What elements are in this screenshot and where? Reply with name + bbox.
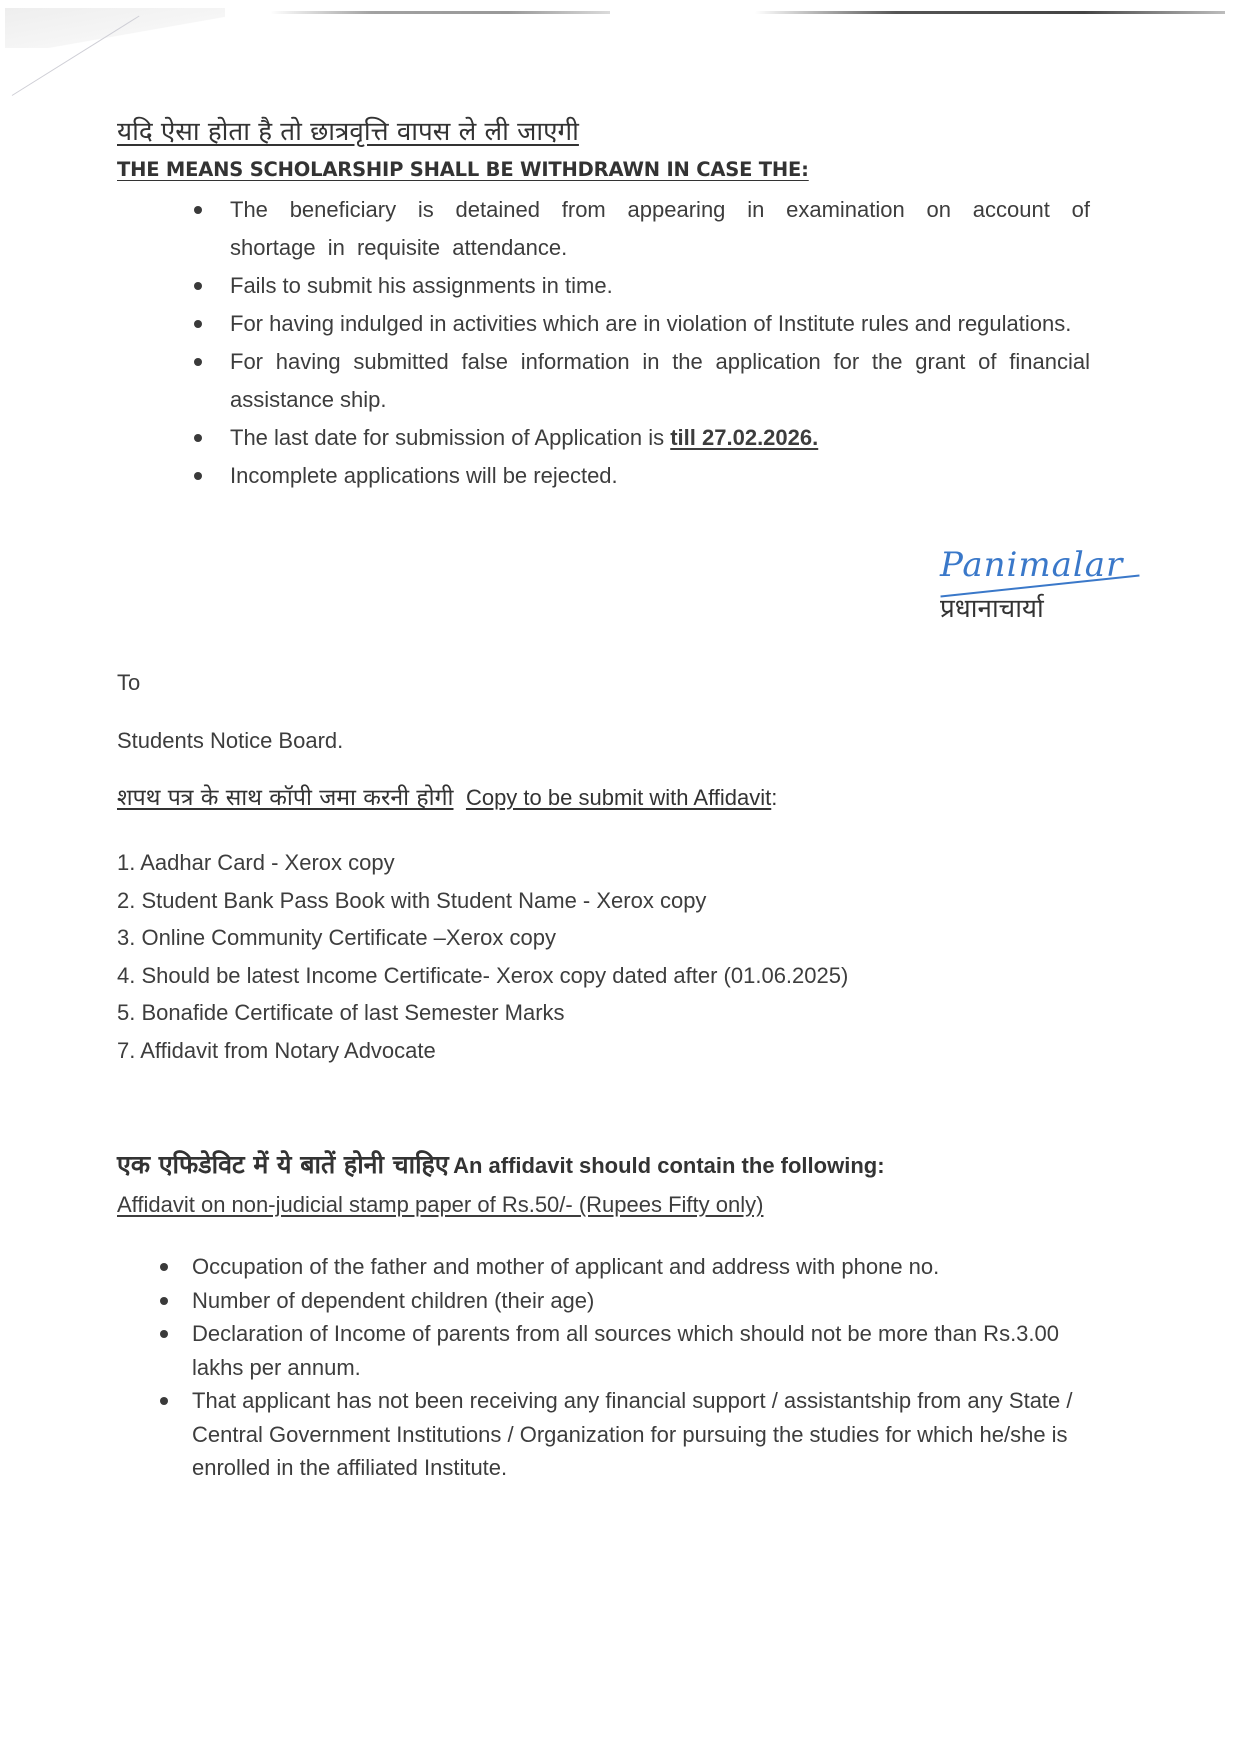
- list-item: Occupation of the father and mother of applicant and address with phone no.: [192, 1250, 1092, 1284]
- list-item: The last date for submission of Application is till 27.02.2026.: [230, 419, 1090, 457]
- bullet-icon: [194, 358, 202, 366]
- bullet-icon: [194, 434, 202, 442]
- bullet-icon: [194, 320, 202, 328]
- list-item: For having indulged in activities which are in violation of Institute rules and regulations.: [230, 305, 1090, 343]
- signature-title: प्रधानाचार्या: [940, 594, 1044, 624]
- deadline-date: till 27.02.2026.: [670, 425, 819, 450]
- affidavit-hindi-heading: एक एफिडेविट में ये बातें होनी चाहिए: [117, 1150, 449, 1179]
- bullet-icon: [160, 1263, 168, 1271]
- copy-section-heading: शपथ पत्र के साथ कॉपी जमा करनी होगी Copy to be submit with Affidavit:: [117, 785, 778, 811]
- scan-corner-artifact: [5, 8, 225, 48]
- bullet-icon: [194, 472, 202, 480]
- bullet-icon: [160, 1397, 168, 1405]
- copy-english-heading: Copy to be submit with Affidavit: [465, 785, 772, 810]
- affidavit-section-heading: [117, 1147, 885, 1181]
- signature-scribble: Panimalar: [940, 545, 1124, 585]
- list-item: That applicant has not been receiving any financial support / assistantship from any State / Central Government Institutions / Organization for pursuing the studies for which he/she is enrolled in the affiliated Institute.: [192, 1384, 1092, 1485]
- list-item: Declaration of Income of parents from all sources which should not be more than Rs.3.00 lakhs per annum.: [192, 1317, 1092, 1384]
- required-documents-list: [117, 844, 848, 1069]
- list-item: Fails to submit his assignments in time.: [230, 267, 1090, 305]
- list-item: The beneficiary is detained from appearing in examination on account of shortage in requisite attendance.: [230, 191, 1090, 267]
- affidavit-contents-list: [192, 1250, 1092, 1485]
- list-item: 5. Bonafide Certificate of last Semester Marks: [117, 1000, 565, 1025]
- scan-edge-line: [270, 11, 610, 14]
- withdrawal-english-heading: THE MEANS SCHOLARSHIP SHALL BE WITHDRAWN IN CASE THE:: [117, 158, 809, 181]
- affidavit-english-heading: An affidavit should contain the following:: [453, 1153, 885, 1178]
- addressee: Students Notice Board.: [117, 728, 344, 753]
- list-item: For having submitted false information in the application for the grant of financial assistance ship.: [230, 343, 1090, 419]
- copy-hindi-heading: शपथ पत्र के साथ कॉपी जमा करनी होगी: [117, 785, 454, 811]
- list-item: 3. Online Community Certificate –Xerox copy: [117, 925, 556, 950]
- list-item: 1. Aadhar Card - Xerox copy: [117, 850, 395, 875]
- withdrawal-hindi-heading: यदि ऐसा होता है तो छात्रवृत्ति वापस ले ली जाएगी: [117, 117, 579, 147]
- bullet-icon: [160, 1330, 168, 1338]
- bullet-icon: [194, 206, 202, 214]
- to-label: To: [117, 670, 141, 695]
- withdrawal-conditions-list: [230, 191, 1090, 495]
- list-item: 4. Should be latest Income Certificate- Xerox copy dated after (01.06.2025): [117, 962, 849, 988]
- list-item: 7. Affidavit from Notary Advocate: [117, 1037, 436, 1063]
- stamp-paper-note: Affidavit on non-judicial stamp paper of Rs.50/- (Rupees Fifty only): [117, 1192, 764, 1217]
- bullet-icon: [160, 1297, 168, 1305]
- list-item: Incomplete applications will be rejected.: [230, 457, 1090, 495]
- list-item: 2. Student Bank Pass Book with Student Name - Xerox copy: [117, 887, 707, 913]
- bullet-icon: [194, 282, 202, 290]
- principal-signature: [940, 545, 1123, 625]
- list-item: Number of dependent children (their age): [192, 1284, 1092, 1318]
- scan-edge-line: [755, 11, 1225, 14]
